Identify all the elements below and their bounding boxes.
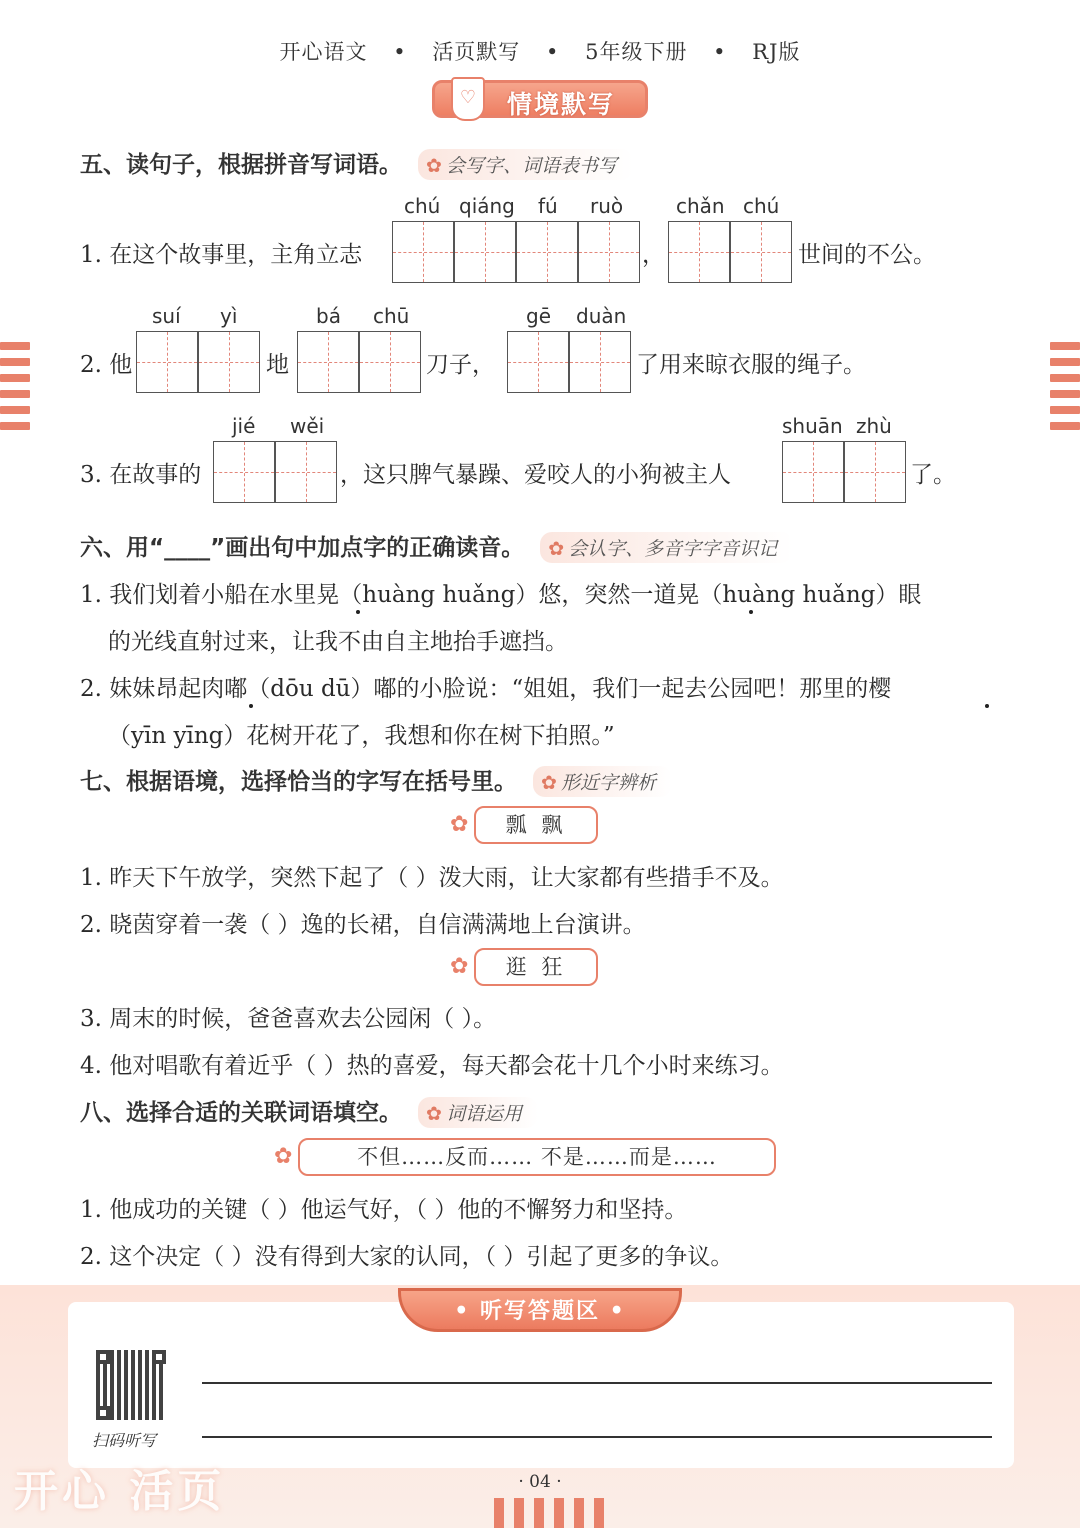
emphasis-dot <box>749 610 753 614</box>
emphasis-dot <box>249 704 253 708</box>
section-7-title <box>80 763 672 797</box>
writing-box[interactable] <box>507 331 569 393</box>
section-7-tag-text: 形近字辨析 <box>560 772 656 794</box>
word-choice-chip: 逛 狂 <box>474 948 598 986</box>
flower-icon: ✿ <box>450 812 469 837</box>
section-8-title <box>80 1094 538 1128</box>
writing-box[interactable] <box>844 441 906 503</box>
pinyin: wěi <box>290 414 325 438</box>
pinyin: zhù <box>856 414 892 438</box>
answer-line[interactable] <box>202 1382 992 1384</box>
section-5-tag-text: 会写字、词语表书写 <box>445 155 617 177</box>
q5-3-suffix: 了。 <box>910 462 956 488</box>
q5-3-prefix: 3. 在故事的 <box>80 462 202 488</box>
writing-box[interactable] <box>516 221 578 283</box>
section-5-tag <box>418 149 633 180</box>
pinyin: shuān <box>782 414 843 438</box>
flower-icon: ✿ <box>426 1103 442 1125</box>
pinyin: gē <box>526 304 551 328</box>
pinyin: jié <box>232 414 256 438</box>
qr-code-icon[interactable] <box>96 1350 166 1420</box>
pinyin: bá <box>316 304 341 328</box>
section-banner <box>432 80 648 118</box>
q5-1-suffix: 世间的不公。 <box>798 242 936 268</box>
writing-box[interactable] <box>578 221 640 283</box>
word-choice-chip: 瓢 飘 <box>474 806 598 844</box>
answer-area-title: • 听写答题区 • <box>398 1288 682 1332</box>
page-header <box>0 36 1080 66</box>
q5-2-mid1: 地 <box>266 352 289 378</box>
writing-box[interactable] <box>136 331 198 393</box>
section-6-title <box>80 529 793 563</box>
pinyin: suí <box>152 304 181 328</box>
pinyin: chú <box>743 194 780 218</box>
q5-2-mid2: 刀子， <box>426 352 495 378</box>
q5-1-comma: ， <box>642 242 665 268</box>
writing-box[interactable] <box>198 331 260 393</box>
q5-2-prefix: 2. 他 <box>80 352 133 378</box>
header-dot: • <box>393 40 407 64</box>
section-8-heading: 八、选择合适的关联词语填空。 <box>80 1100 402 1126</box>
section-7-heading: 七、根据语境，选择恰当的字写在括号里。 <box>80 769 517 795</box>
page-number: · 04 · <box>518 1472 562 1492</box>
writing-box[interactable] <box>213 441 275 503</box>
side-decoration-left <box>0 342 30 438</box>
pinyin: chú <box>404 194 441 218</box>
pinyin: chǎn <box>676 194 725 218</box>
brand-watermark: 开心 活页 <box>14 1466 226 1517</box>
q7-1: 1. 昨天下午放学，突然下起了（ ）泼大雨，让大家都有些措手不及。 <box>80 865 784 891</box>
q5-3-mid: ，这只脾气暴躁、爱咬人的小狗被主人 <box>340 462 731 488</box>
emphasis-dot <box>985 704 989 708</box>
q8-2: 2. 这个决定（ ）没有得到大家的认同，（ ）引起了更多的争议。 <box>80 1244 734 1270</box>
side-decoration-right <box>1050 342 1080 438</box>
q6-1-line2: 的光线直射过来，让我不由自主地抬手遮挡。 <box>108 629 568 655</box>
writing-box[interactable] <box>569 331 631 393</box>
header-grade: 5年级下册 <box>585 40 688 64</box>
q6-2-line2: （yīn yīng）花树开花了，我想和你在树下拍照。” <box>108 723 615 749</box>
header-edition: RJ版 <box>752 40 801 64</box>
flower-icon: ✿ <box>541 772 557 794</box>
header-series: 活页默写 <box>432 40 521 64</box>
pinyin: qiáng <box>459 194 515 218</box>
q7-4: 4. 他对唱歌有着近乎（ ）热的喜爱，每天都会花十几个小时来练习。 <box>80 1053 784 1079</box>
banner-title: 情境默写 <box>507 90 616 119</box>
pinyin: fú <box>538 194 558 218</box>
pinyin: duàn <box>576 304 627 328</box>
q7-2: 2. 晓茵穿着一袭（ ）逸的长裙，自信满满地上台演讲。 <box>80 912 646 938</box>
q5-1-prefix: 1. 在这个故事里，主角立志 <box>80 242 363 268</box>
bottom-decoration <box>494 1498 604 1528</box>
section-7-tag <box>533 766 672 797</box>
q6-2-line1: 2. 妹妹昂起肉嘟（dōu dū）嘟的小脸说：“姐姐，我们一起去公园吧！那里的樱 <box>80 676 892 702</box>
qr-label: 扫码听写 <box>92 1431 157 1450</box>
writing-box[interactable] <box>454 221 516 283</box>
header-dot: • <box>713 40 727 64</box>
section-6-tag-text: 会认字、多音字字音识记 <box>568 538 778 560</box>
conjunction-choice-chip: 不但……反而…… 不是……而是…… <box>298 1138 776 1176</box>
q6-1-line1: 1. 我们划着小船在水里晃（huàng huǎng）悠，突然一道晃（huàng huǎng）眼 <box>80 582 922 608</box>
flower-icon: ✿ <box>548 538 565 560</box>
header-dot: • <box>546 40 560 64</box>
header-brand: 开心语文 <box>279 40 368 64</box>
section-8-tag-text: 词语运用 <box>445 1103 522 1125</box>
section-5-title <box>80 146 633 180</box>
writing-box[interactable] <box>392 221 454 283</box>
section-5-heading: 五、读句子，根据拼音写词语。 <box>80 152 402 178</box>
flower-icon: ✿ <box>450 954 469 979</box>
q8-1: 1. 他成功的关键（ ）他运气好，（ ）他的不懈努力和坚持。 <box>80 1197 688 1223</box>
section-6-tag <box>540 532 793 563</box>
section-6-heading: 六、用“____”画出句中加点字的正确读音。 <box>80 535 525 561</box>
flower-icon: ✿ <box>426 155 442 177</box>
writing-box[interactable] <box>359 331 421 393</box>
pinyin: ruò <box>590 194 624 218</box>
pinyin: yì <box>220 304 238 328</box>
emphasis-dot <box>356 610 360 614</box>
section-8-tag <box>418 1097 538 1128</box>
pinyin: chū <box>373 304 410 328</box>
writing-box[interactable] <box>782 441 844 503</box>
heart-icon: ♡ <box>451 77 485 121</box>
flower-icon: ✿ <box>274 1144 293 1169</box>
writing-box[interactable] <box>275 441 337 503</box>
writing-box[interactable] <box>297 331 359 393</box>
q5-2-suffix: 了用来晾衣服的绳子。 <box>636 352 866 378</box>
answer-line[interactable] <box>202 1436 992 1438</box>
q7-3: 3. 周末的时候，爸爸喜欢去公园闲（ ）。 <box>80 1006 497 1032</box>
writing-box[interactable] <box>730 221 792 283</box>
writing-box[interactable] <box>668 221 730 283</box>
